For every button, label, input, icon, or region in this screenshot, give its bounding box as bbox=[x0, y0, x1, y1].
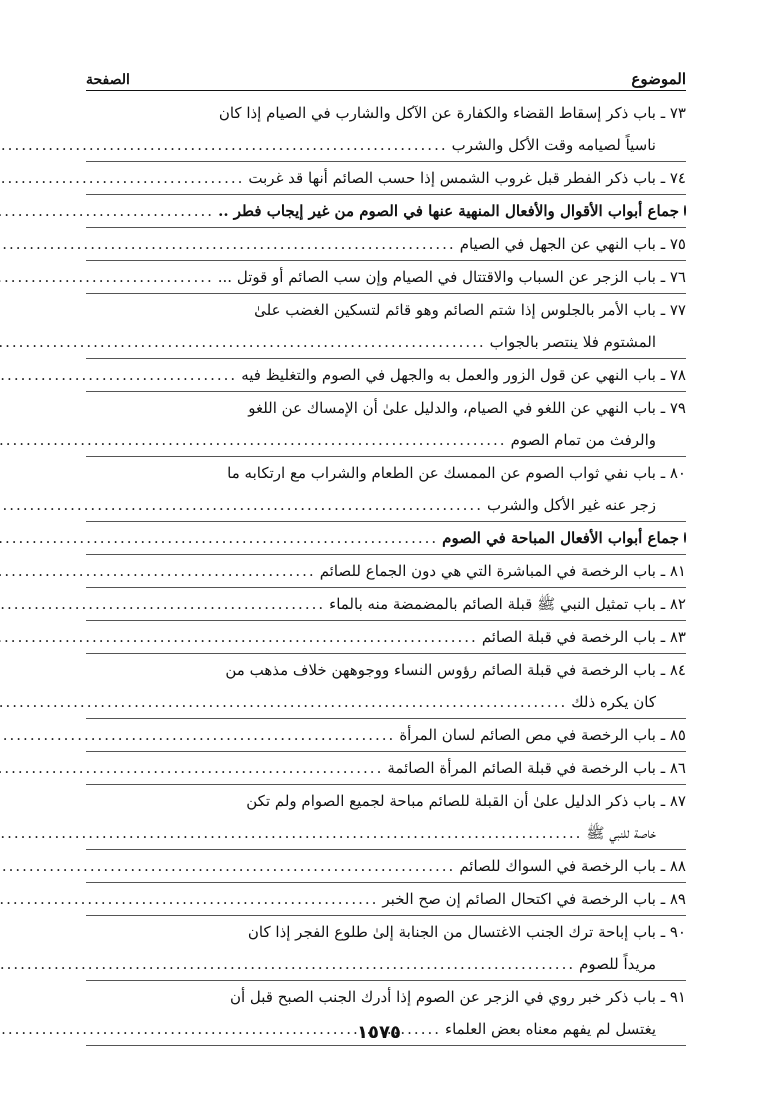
toc-entry bbox=[86, 883, 686, 916]
toc-entry-line bbox=[86, 392, 686, 424]
toc-entry-line bbox=[86, 359, 686, 391]
toc-entry bbox=[86, 228, 686, 261]
toc-entry bbox=[86, 916, 686, 981]
toc-entry-line bbox=[86, 588, 686, 620]
toc-entry bbox=[86, 97, 686, 162]
toc-entry-title: ٨١ ـ باب الرخصة في المباشرة التي هي دون الجماع للصائم bbox=[319, 562, 686, 580]
toc-entry-title: ٩٠ ـ باب إباحة ترك الجنب الاغتسال من الجنابة إلىٰ طلوع الفجر إذا كان bbox=[247, 923, 686, 941]
toc-entry-title: ٧٣ ـ باب ذكر إسقاط القضاء والكفارة عن الآكل والشارب في الصيام إذا كان bbox=[218, 104, 686, 122]
toc-entry bbox=[86, 294, 686, 359]
dot-leader bbox=[0, 555, 316, 587]
toc-entry bbox=[86, 392, 686, 457]
dot-leader bbox=[0, 129, 448, 161]
circle-bullet-icon bbox=[684, 205, 686, 216]
toc-entry-title: ٨٠ ـ باب نفي ثواب الصوم عن الممسك عن الطعام والشراب مع ارتكابه ما bbox=[227, 464, 686, 482]
toc-entry-title: مريداً للصوم bbox=[579, 955, 656, 973]
toc-entry bbox=[86, 457, 686, 522]
dot-leader bbox=[0, 686, 567, 718]
dot-leader bbox=[0, 195, 214, 227]
toc-entry bbox=[86, 752, 686, 785]
toc-entry-line bbox=[86, 129, 686, 161]
toc-entry-line bbox=[86, 457, 686, 489]
toc-entry-title: يغتسل لم يفهم معناه بعض العلماء bbox=[445, 1020, 656, 1038]
toc-entry-line bbox=[86, 195, 686, 227]
dot-leader bbox=[0, 752, 383, 784]
toc-entry-line bbox=[86, 522, 686, 554]
toc-entry-title: ٨٦ ـ باب الرخصة في قبلة الصائم المرأة الصائمة bbox=[387, 759, 686, 777]
dot-leader bbox=[0, 850, 455, 882]
subject-column-heading: الموضوع bbox=[631, 70, 686, 88]
toc-entry bbox=[86, 588, 686, 621]
dot-leader bbox=[0, 948, 575, 980]
toc-entry-title: خاصة للنبي ﷺ bbox=[586, 824, 656, 842]
dot-leader bbox=[0, 621, 478, 653]
toc-entry-title: ٧٦ ـ باب الزجر عن السباب والاقتتال في الصيام وإن سب الصائم أو قوتل ... bbox=[217, 268, 686, 286]
toc-entry-title: ٨٥ ـ باب الرخصة في مص الصائم لسان المرأة bbox=[399, 726, 686, 744]
toc-entry bbox=[86, 555, 686, 588]
toc-entry-line bbox=[86, 916, 686, 948]
toc-entry-title: ٧٧ ـ باب الأمر بالجلوس إذا شتم الصائم وهو قائم لتسكين الغضب علىٰ bbox=[254, 301, 686, 319]
toc-entry-title: ٨٩ ـ باب الرخصة في اكتحال الصائم إن صح الخبر bbox=[382, 890, 686, 908]
toc-entry bbox=[86, 654, 686, 719]
toc-entry-line bbox=[86, 162, 686, 194]
toc-entry-line bbox=[86, 228, 686, 260]
toc-entry-line bbox=[86, 948, 686, 980]
dot-leader bbox=[0, 883, 378, 915]
toc-entry bbox=[86, 621, 686, 654]
toc-entry-line bbox=[86, 719, 686, 751]
toc-entry-title: ٧٤ ـ باب ذكر الفطر قبل غروب الشمس إذا حسب الصائم أنها قد غربت bbox=[248, 169, 686, 187]
dot-leader bbox=[0, 817, 582, 849]
toc-entry-title: ٨٤ ـ باب الرخصة في قبلة الصائم رؤوس النساء ووجوههن خلاف مذهب من bbox=[225, 661, 686, 679]
toc-entry-line bbox=[86, 326, 686, 358]
toc-entry bbox=[86, 359, 686, 392]
toc-entry-title: زجر عنه غير الأكل والشرب bbox=[486, 496, 656, 514]
dot-leader bbox=[0, 424, 507, 456]
toc-entry-title: كان يكره ذلك bbox=[571, 693, 656, 711]
toc-entry-line bbox=[86, 261, 686, 293]
page-column-heading: الصفحة bbox=[86, 72, 130, 88]
toc-entry-title: المشتوم فلا ينتصر بالجواب bbox=[489, 333, 656, 351]
toc-entry-title: ٨٣ ـ باب الرخصة في قبلة الصائم bbox=[481, 628, 686, 646]
toc-entry-line bbox=[86, 294, 686, 326]
toc-entry-line bbox=[86, 785, 686, 817]
toc-entry-title: ٧٥ ـ باب النهي عن الجهل في الصيام bbox=[459, 235, 686, 253]
toc-entry-title: ٧٩ ـ باب النهي عن اللغو في الصيام، والدليل علىٰ أن الإمساك عن اللغو bbox=[248, 399, 686, 417]
dot-leader bbox=[0, 719, 395, 751]
toc-entry-line bbox=[86, 981, 686, 1013]
toc-entry-title: ٧٨ ـ باب النهي عن قول الزور والعمل به والجهل في الصوم والتغليظ فيه bbox=[241, 366, 686, 384]
toc-entry-line bbox=[86, 686, 686, 718]
dot-leader bbox=[0, 326, 486, 358]
dot-leader bbox=[0, 359, 237, 391]
toc-entry bbox=[86, 785, 686, 850]
toc-entry-line bbox=[86, 621, 686, 653]
toc-header bbox=[86, 60, 686, 91]
toc-entry-title: والرفث من تمام الصوم bbox=[510, 431, 656, 449]
toc-entry-title: جماع أبواب الأفعال المباحة في الصوم bbox=[442, 529, 679, 547]
toc-section-heading bbox=[86, 195, 686, 228]
toc-entry bbox=[86, 261, 686, 294]
toc-entry-line bbox=[86, 424, 686, 456]
toc-entry-title: جماع أبواب الأقوال والأفعال المنهية عنها في الصوم من غير إيجاب فطر .. bbox=[218, 202, 679, 220]
toc-entry-title: ٨٧ ـ باب ذكر الدليل علىٰ أن القبلة للصائم مباحة لجميع الصوام ولم تكن bbox=[246, 792, 686, 810]
dot-leader bbox=[0, 162, 244, 194]
toc-entry-line bbox=[86, 654, 686, 686]
dot-leader bbox=[0, 522, 438, 554]
toc-entry bbox=[86, 162, 686, 195]
toc-section-heading bbox=[86, 522, 686, 555]
toc-entry-title: ناسياً لصيامه وقت الأكل والشرب bbox=[451, 136, 656, 154]
toc-entry-line bbox=[86, 555, 686, 587]
toc-page bbox=[86, 60, 686, 1046]
toc-entry-line bbox=[86, 850, 686, 882]
toc-entry-title: ٨٢ ـ باب تمثيل النبي ﷺ قبلة الصائم بالمضمضة منه بالماء bbox=[329, 595, 686, 613]
dot-leader bbox=[0, 228, 456, 260]
toc-entry bbox=[86, 719, 686, 752]
toc-entry-line bbox=[86, 752, 686, 784]
page-number: ١٥٧٥ bbox=[357, 1022, 401, 1043]
toc-entry-line bbox=[86, 489, 686, 521]
toc-entry-line bbox=[86, 97, 686, 129]
toc-entry-line bbox=[86, 817, 686, 849]
dot-leader bbox=[0, 489, 483, 521]
toc-entry bbox=[86, 850, 686, 883]
dot-leader bbox=[0, 588, 325, 620]
toc-entry-title: ٨٨ ـ باب الرخصة في السواك للصائم bbox=[459, 857, 686, 875]
toc-entries bbox=[86, 97, 686, 1046]
toc-entry-line bbox=[86, 883, 686, 915]
circle-bullet-icon bbox=[684, 532, 686, 543]
toc-entry-title: ٩١ ـ باب ذكر خبر روي في الزجر عن الصوم إذا أدرك الجنب الصبح قبل أن bbox=[229, 988, 686, 1006]
dot-leader bbox=[0, 261, 214, 293]
